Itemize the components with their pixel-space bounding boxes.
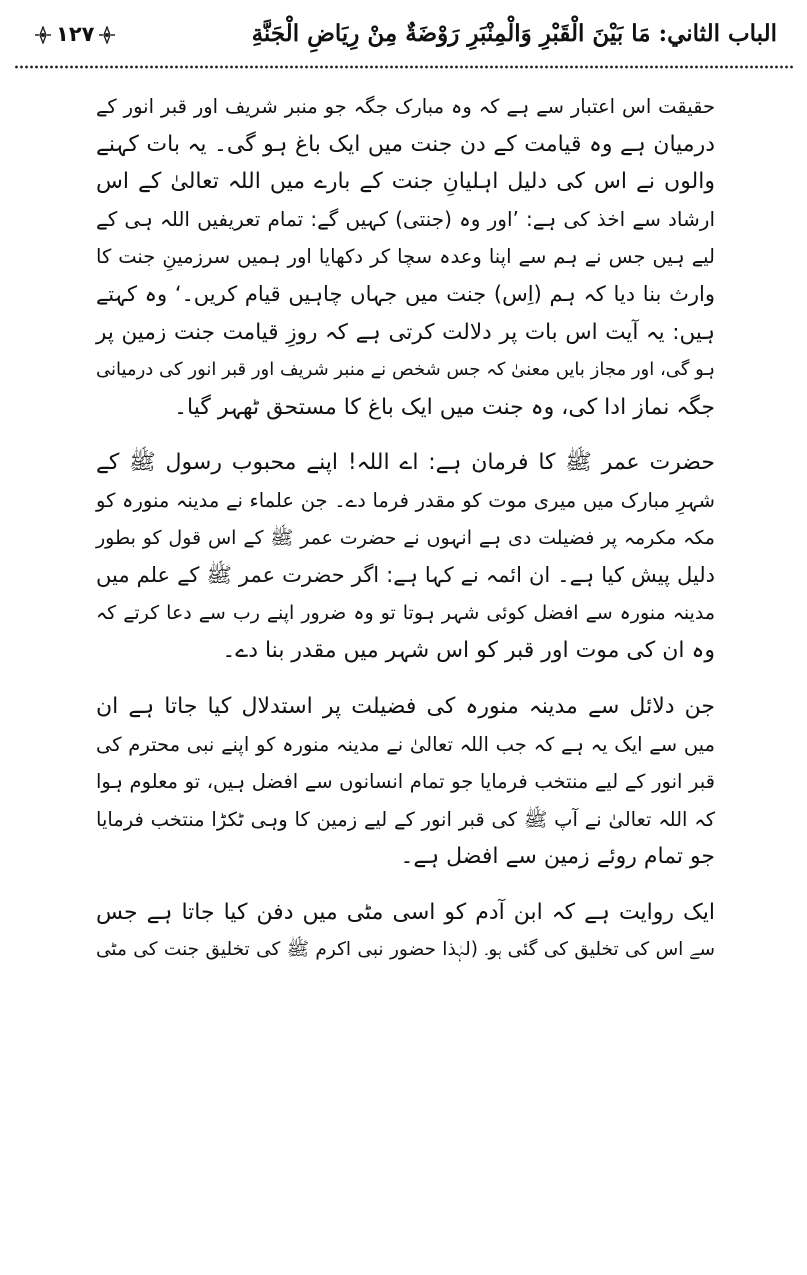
text-line: لیے ہیں جس نے ہم سے اپنا وعدہ سچا کر دکھایا اور ہمیں سرزمینِ جنت کا (96, 245, 715, 269)
text-line: حضرت عمر ﷺ کا فرمان ہے: اے اللہ! اپنے محبوب رسول ﷺ کے (96, 450, 715, 476)
text-line: قبر انور کے لیے منتخب فرمایا جو تمام انسانوں سے افضل ہیں، تو معلوم ہوا (96, 770, 715, 794)
header-dotted-rule (14, 64, 793, 70)
ornament-left-icon (34, 25, 52, 43)
text-line: کہ اللہ تعالیٰ نے آپ ﷺ کی قبر انور کے لیے زمین کا وہی ٹکڑا منتخب فرمایا (96, 807, 715, 831)
text-line: مدینہ منورہ سے افضل کوئی شہر ہوتا تو وہ ضرور اپنے رب سے دعا کرتے کہ (96, 601, 715, 624)
text-line: میں سے ایک یہ ہے کہ جب اللہ تعالیٰ نے مدینہ منورہ کو اپنے نبی محترم کی (96, 732, 715, 756)
paragraph (96, 894, 715, 969)
text-line: جو تمام روئے زمین سے افضل ہے۔ (400, 844, 715, 870)
text-line: ایک روایت ہے کہ ابن آدم کو اسی مٹی میں دفن کیا جاتا ہے جس (96, 899, 715, 925)
body-text (96, 88, 715, 987)
page-header (30, 14, 777, 54)
paragraph (96, 88, 715, 426)
text-line: درمیان ہے وہ قیامت کے دن جنت میں ایک باغ ہو گی۔ یہ بات کہنے (96, 131, 715, 157)
page-number: ١٢٧ (56, 22, 95, 46)
paragraph (96, 688, 715, 876)
text-line: شہرِ مبارک میں میری موت کو مقدر فرما دے۔ جن علماء نے مدینہ منورہ کو (96, 488, 715, 512)
text-line: جگہ نماز ادا کی، وہ جنت میں ایک باغ کا مستحق ٹھہر گیا۔ (174, 394, 715, 420)
text-line: وارث بنا دیا کہ ہم (اِس) جنت میں جہاں چاہیں قیام کریں۔‘ وہ کہتے (96, 281, 715, 306)
ornament-right-icon (98, 25, 116, 43)
text-line: سے اس کی تخلیق کی گئی ہو۔ (لہٰذا حضور نبی اکرم ﷺ کی تخلیق جنت کی مٹی (96, 939, 715, 961)
text-line: ہیں: یہ آیت اس بات پر دلالت کرتی ہے کہ روزِ قیامت جنت زمین پر (96, 319, 715, 345)
text-line: جن دلائل سے مدینہ منورہ کی فضیلت پر استدلال کیا جاتا ہے ان (96, 693, 715, 719)
text-line: دلیل پیش کیا ہے۔ ان ائمہ نے کہا ہے: اگر حضرت عمر ﷺ کے علم میں (96, 563, 715, 588)
text-line: مکہ مکرمہ پر فضیلت دی ہے انہوں نے حضرت عمر ﷺ کے اس قول کو بطور (96, 526, 715, 549)
text-line: ہو گی، اور مجاز بایں معنیٰ کہ جس شخص نے منبر شریف اور قبر انور کی درمیانی (96, 359, 715, 381)
page-number-box (30, 22, 120, 46)
chapter-title: الباب الثاني: مَا بَيْنَ الْقَبْرِ وَالْمِنْبَرِ رَوْضَةٌ مِنْ رِيَاضِ الْجَنَّةِ (251, 20, 777, 47)
text-line: حقیقت اس اعتبار سے ہے کہ وہ مبارک جگہ جو منبر شریف اور قبر انور کے (96, 95, 715, 118)
text-line: والوں نے اس کی دلیل اہلیانِ جنت کے بارے میں اللہ تعالیٰ کے اس (96, 169, 715, 195)
paragraph (96, 444, 715, 670)
text-line: ارشاد سے اخذ کی ہے: ’اور وہ (جنتی) کہیں گے: تمام تعریفیں اللہ ہی کے (96, 206, 715, 231)
text-line: وہ ان کی موت اور قبر کو اس شہر میں مقدر بنا دے۔ (222, 638, 715, 664)
